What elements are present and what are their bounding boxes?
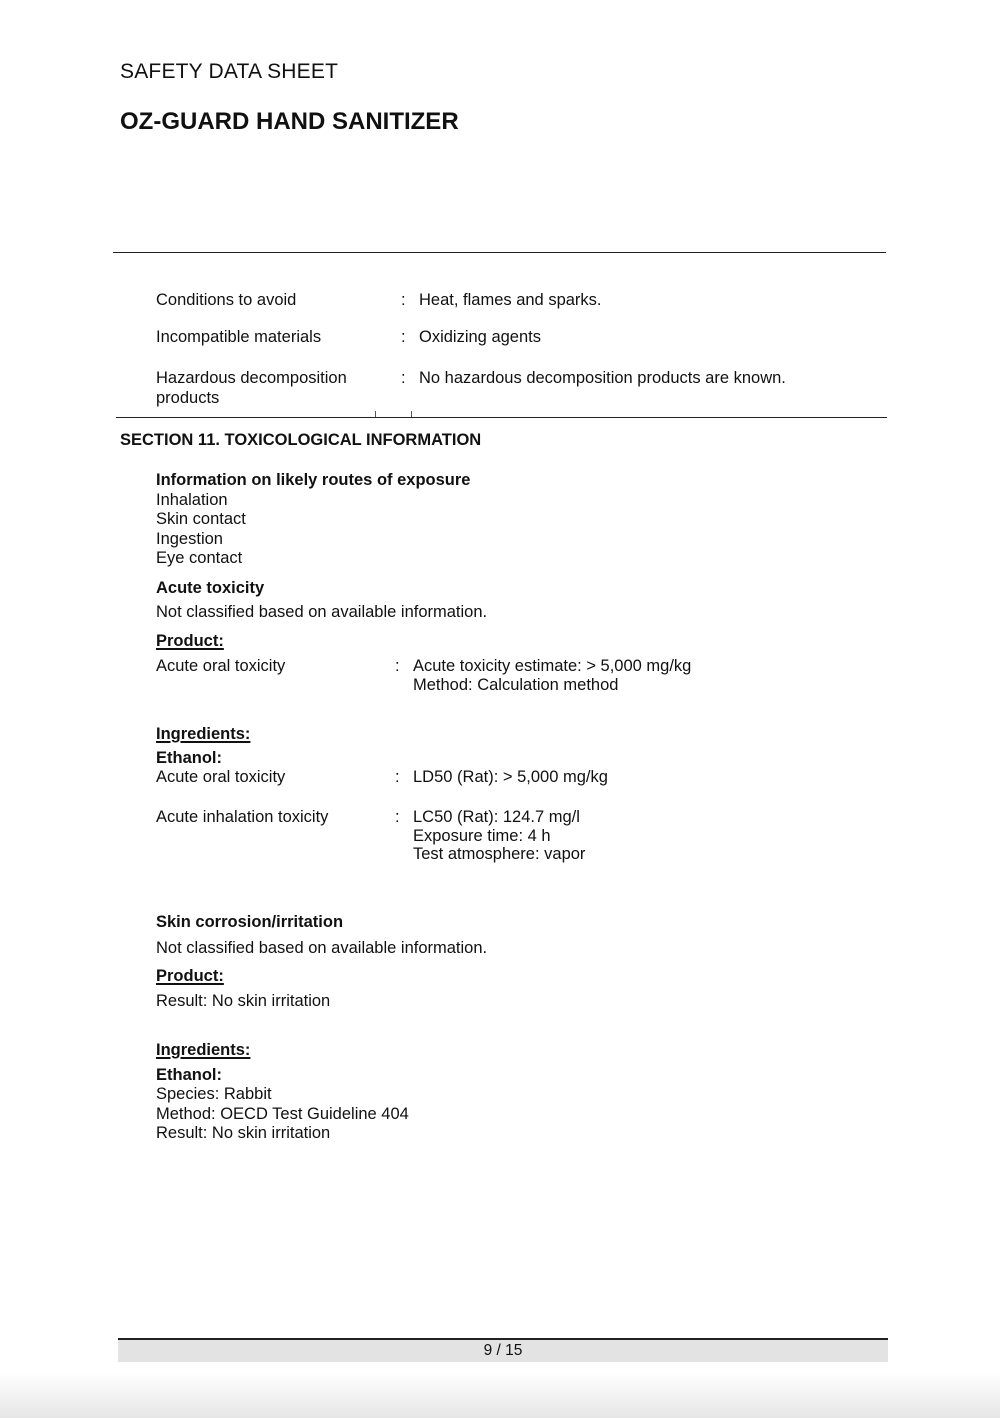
conditions-value: Heat, flames and sparks. [419, 291, 602, 309]
product-name: OZ-GUARD HAND SANITIZER [120, 108, 459, 135]
decomposition-label-line2: products [156, 389, 220, 407]
skin-method: Method: OECD Test Guideline 404 [156, 1105, 409, 1123]
decomposition-value: No hazardous decomposition products are known. [419, 369, 786, 387]
product-label: Product: [156, 632, 224, 650]
skin-note: Not classified based on available information. [156, 939, 488, 957]
skin-ingredient-name: Ethanol: [156, 1066, 222, 1084]
ethanol-inhalation-atmosphere: Test atmosphere: vapor [413, 845, 586, 863]
incompatible-label: Incompatible materials [156, 328, 322, 346]
decomposition-label-line1: Hazardous decomposition [156, 369, 347, 387]
colon: : [395, 768, 400, 786]
acute-oral-method: Method: Calculation method [413, 676, 619, 694]
acute-toxicity-heading: Acute toxicity [156, 579, 265, 597]
ethanol-inhalation-exposure: Exposure time: 4 h [413, 827, 551, 845]
document-type: SAFETY DATA SHEET [120, 60, 339, 83]
route-item: Eye contact [156, 549, 243, 567]
page-footer [118, 1338, 888, 1362]
section-divider [116, 417, 887, 418]
page-number: 9 / 15 [483, 1342, 523, 1359]
route-item: Inhalation [156, 491, 228, 509]
ingredients-label: Ingredients: [156, 725, 251, 743]
route-item: Skin contact [156, 510, 246, 528]
acute-oral-estimate: Acute toxicity estimate: > 5,000 mg/kg [413, 657, 692, 675]
route-item: Ingestion [156, 530, 223, 548]
skin-product-result: Result: No skin irritation [156, 992, 331, 1010]
colon: : [401, 369, 406, 387]
ethanol-inhalation-label: Acute inhalation toxicity [156, 808, 329, 826]
colon: : [401, 291, 406, 309]
ethanol-oral-value: LD50 (Rat): > 5,000 mg/kg [413, 768, 608, 786]
section-11-title: SECTION 11. TOXICOLOGICAL INFORMATION [120, 431, 482, 449]
colon: : [395, 657, 400, 675]
conditions-label: Conditions to avoid [156, 291, 297, 309]
colon: : [401, 328, 406, 346]
skin-result: Result: No skin irritation [156, 1124, 331, 1142]
skin-ingredients-label: Ingredients: [156, 1041, 251, 1059]
colon: : [395, 808, 400, 826]
skin-species: Species: Rabbit [156, 1085, 272, 1103]
routes-heading: Information on likely routes of exposure [156, 471, 471, 489]
acute-toxicity-note: Not classified based on available information. [156, 603, 488, 621]
incompatible-value: Oxidizing agents [419, 328, 541, 346]
acute-oral-label: Acute oral toxicity [156, 657, 286, 675]
viewer-bottom-shade [0, 1372, 1000, 1418]
ethanol-oral-label: Acute oral toxicity [156, 768, 286, 786]
header-divider [113, 252, 886, 253]
ingredient-name: Ethanol: [156, 749, 222, 767]
skin-heading: Skin corrosion/irritation [156, 913, 344, 931]
skin-product-label: Product: [156, 967, 224, 985]
ethanol-inhalation-lc50: LC50 (Rat): 124.7 mg/l [413, 808, 580, 826]
